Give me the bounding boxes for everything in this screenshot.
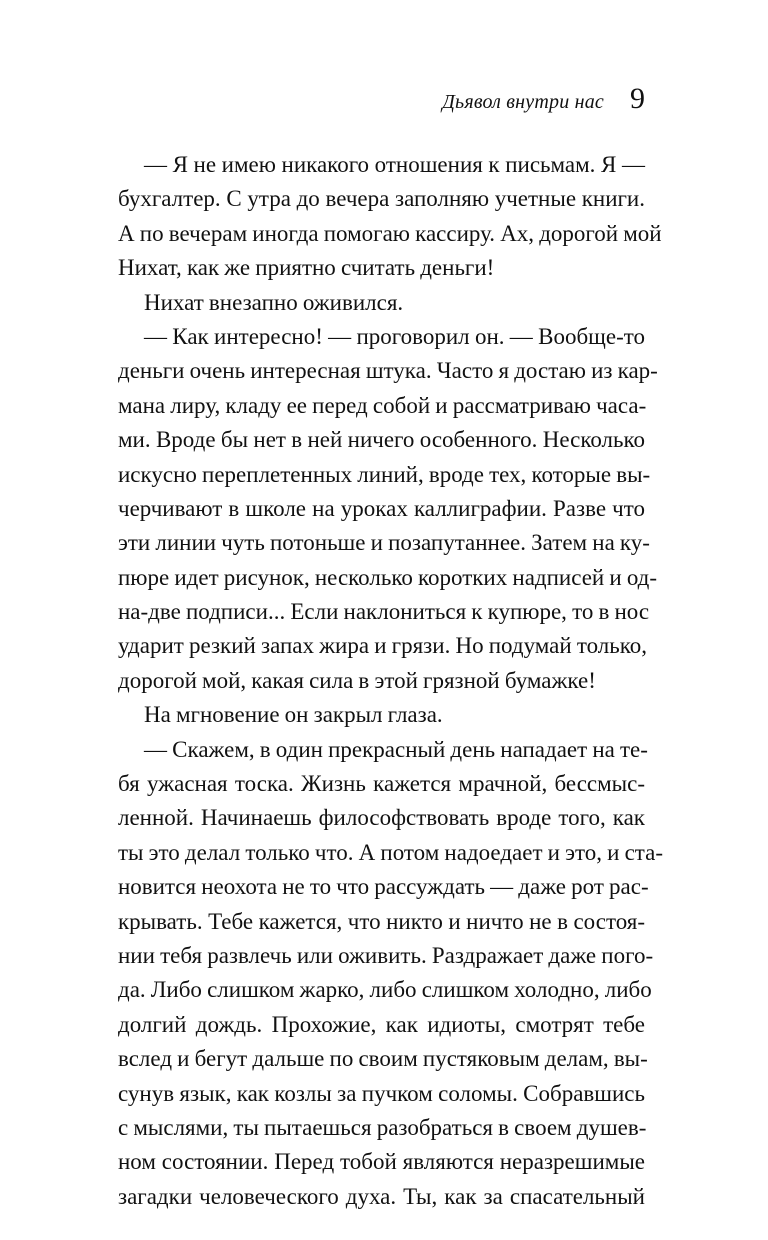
text-line: сунув язык, как козлы за пучком соломы. Собравшись xyxy=(118,1080,645,1106)
text-line: — Я не имею никакого отношения к письмам. Я — xyxy=(144,152,645,177)
text-line: Нихат внезапно оживился. xyxy=(144,289,404,315)
running-title: Дьявол внутри нас xyxy=(442,91,604,113)
text-line: крывать. Тебе кажется, что никто и ничто не в состоя- xyxy=(118,908,645,934)
text-line: дорогой мой, какая сила в этой грязной бумажке! xyxy=(118,667,596,693)
text-line: ты это делал только что. А потом надоедает и это, и ста- xyxy=(118,839,663,865)
text-line: искусно переплетенных линий, вроде тех, которые вы- xyxy=(118,461,651,487)
text-line: да. Либо слишком жарко, либо слишком холодно, либо xyxy=(118,977,652,1003)
text-line: долгий дождь. Прохожие, как идиоты, смотрят тебе xyxy=(118,1011,645,1037)
text-line: на-две подписи... Если наклониться к купюре, то в нос xyxy=(118,599,650,625)
text-line: ударит резкий запах жира и грязи. Но подумай только, xyxy=(118,633,648,659)
text-line: с мыслями, ты пытаешься разобраться в своем душев- xyxy=(118,1114,647,1140)
text-line: А по вечерам иногда помогаю кассиру. Ах, дорогой мой xyxy=(118,220,662,246)
text-line: мана лиру, кладу ее перед собой и рассматриваю часа- xyxy=(118,392,647,418)
text-line: На мгновение он закрыл глаза. xyxy=(144,702,443,728)
text-line: эти линии чуть потоньше и позапутаннее. Затем на ку- xyxy=(118,530,650,556)
text-line: бухгалтер. С утра до вечера заполняю учетные книги. xyxy=(118,186,645,212)
text-line: ми. Вроде бы нет в ней ничего особенного. Несколько xyxy=(118,427,645,453)
text-line: черчивают в школе на уроках каллиграфии. Разве что xyxy=(118,495,645,521)
text-line: загадки человеческого духа. Ты, как за спасательный xyxy=(118,1183,645,1209)
running-head xyxy=(118,84,645,114)
text-line: Нихат, как же приятно считать деньги! xyxy=(118,255,495,281)
text-line: вслед и бегут дальше по своим пустяковым делам, вы- xyxy=(118,1046,648,1072)
text-line: бя ужасная тоска. Жизнь кажется мрачной, бессмыс- xyxy=(118,771,645,797)
page-number: 9 xyxy=(630,82,645,115)
text-line: ленной. Начинаешь философствовать вроде того, как xyxy=(118,805,645,831)
text-line: пюре идет рисунок, несколько коротких надписей и од- xyxy=(118,564,658,590)
text-line: — Как интересно! — проговорил он. — Вообще-то xyxy=(144,323,645,349)
text-line: деньги очень интересная штука. Часто я достаю из кар- xyxy=(118,358,658,384)
text-line: ном состоянии. Перед тобой являются неразрешимые xyxy=(118,1149,645,1175)
text-line: нии тебя развлечь или оживить. Раздражает даже пого- xyxy=(118,942,654,968)
text-line: новится неохота не то что рассуждать — даже рот рас- xyxy=(118,874,649,900)
text-line: — Скажем, в один прекрасный день нападает на те- xyxy=(144,736,648,762)
body-text xyxy=(118,148,663,1214)
